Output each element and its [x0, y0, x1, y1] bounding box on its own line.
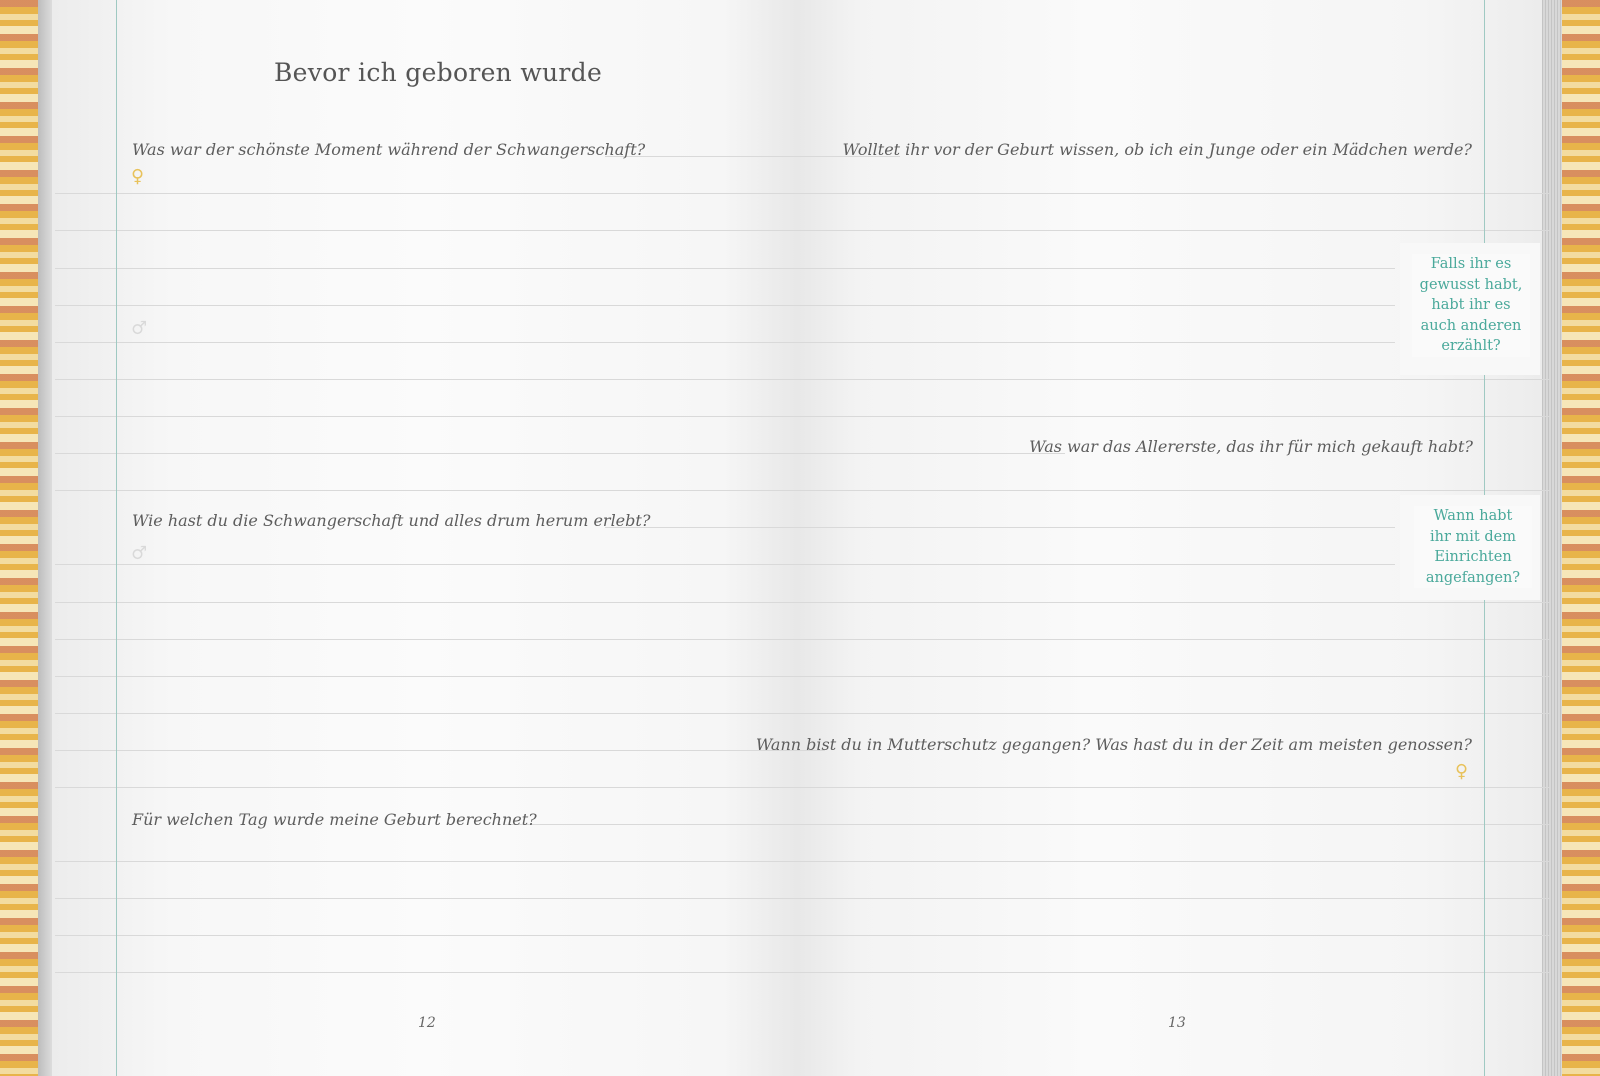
book-cover-left: [0, 0, 40, 1076]
side-note-line: angefangen?: [1425, 569, 1521, 586]
side-note-line: Einrichten: [1434, 549, 1512, 565]
ruled-line: [55, 305, 1395, 306]
ruled-line: [55, 676, 1550, 677]
ruled-line: [55, 453, 1065, 454]
book-cover-right: [1560, 0, 1600, 1076]
ruled-line: [505, 824, 1550, 825]
ruled-line: [605, 527, 1395, 528]
ruled-line: [55, 750, 825, 751]
page-edges: [1540, 0, 1562, 1076]
ruled-line: [55, 490, 1550, 491]
ruled-line: [55, 935, 1550, 936]
margin-line-left: [116, 0, 117, 1076]
question-text: Wann bist du in Mutterschutz gegangen? Was hast du in der Zeit am meisten genossen?: [755, 735, 1472, 754]
ruled-line: [55, 713, 1550, 714]
side-note-line: ihr mit dem: [1430, 528, 1516, 545]
female-symbol-icon: ♀: [1455, 761, 1469, 782]
side-note-line: gewusst habt,: [1419, 276, 1523, 293]
page-number-right: 13: [1168, 1015, 1186, 1031]
cover-edge-left: [38, 0, 52, 1076]
ruled-line: [55, 230, 1550, 231]
ruled-line: [55, 564, 1395, 565]
ruled-line: [55, 379, 1550, 380]
side-note: [1412, 254, 1530, 357]
ruled-line: [55, 972, 1550, 973]
female-symbol-icon: ♀: [131, 166, 145, 187]
side-note-line: Wann habt: [1433, 508, 1513, 524]
question-text: Für welchen Tag wurde meine Geburt berechnet?: [132, 810, 537, 829]
ruled-line: [55, 861, 1550, 862]
open-book-spread: [52, 0, 1542, 1076]
question-text: Was war der schönste Moment während der Schwangerschaft?: [132, 140, 646, 159]
page-number-left: 12: [418, 1015, 436, 1031]
ruled-line: [55, 639, 1550, 640]
side-note-line: habt ihr es: [1431, 297, 1511, 313]
ruled-line: [55, 268, 1395, 269]
side-note-line: auch anderen: [1420, 317, 1522, 334]
ruled-line: [55, 787, 1550, 788]
question-text: Wie hast du die Schwangerschaft und alles drum herum erlebt?: [132, 511, 651, 530]
ruled-line: [55, 898, 1550, 899]
question-text: Wolltet ihr vor der Geburt wissen, ob ich ein Junge oder ein Mädchen werde?: [842, 140, 1472, 159]
question-text: Was war das Allererste, das ihr für mich gekauft habt?: [1029, 437, 1473, 456]
ruled-line: [55, 416, 1550, 417]
side-note-line: erzählt?: [1441, 338, 1501, 354]
side-note-line: Falls ihr es: [1430, 256, 1512, 272]
page-title: Bevor ich geboren wurde: [274, 58, 603, 87]
ruled-line: [55, 193, 1550, 194]
male-symbol-icon: ♂: [131, 318, 148, 339]
male-symbol-icon: ♂: [131, 543, 148, 564]
ruled-line: [55, 602, 1550, 603]
side-note: [1414, 506, 1532, 588]
ruled-line: [55, 342, 1395, 343]
